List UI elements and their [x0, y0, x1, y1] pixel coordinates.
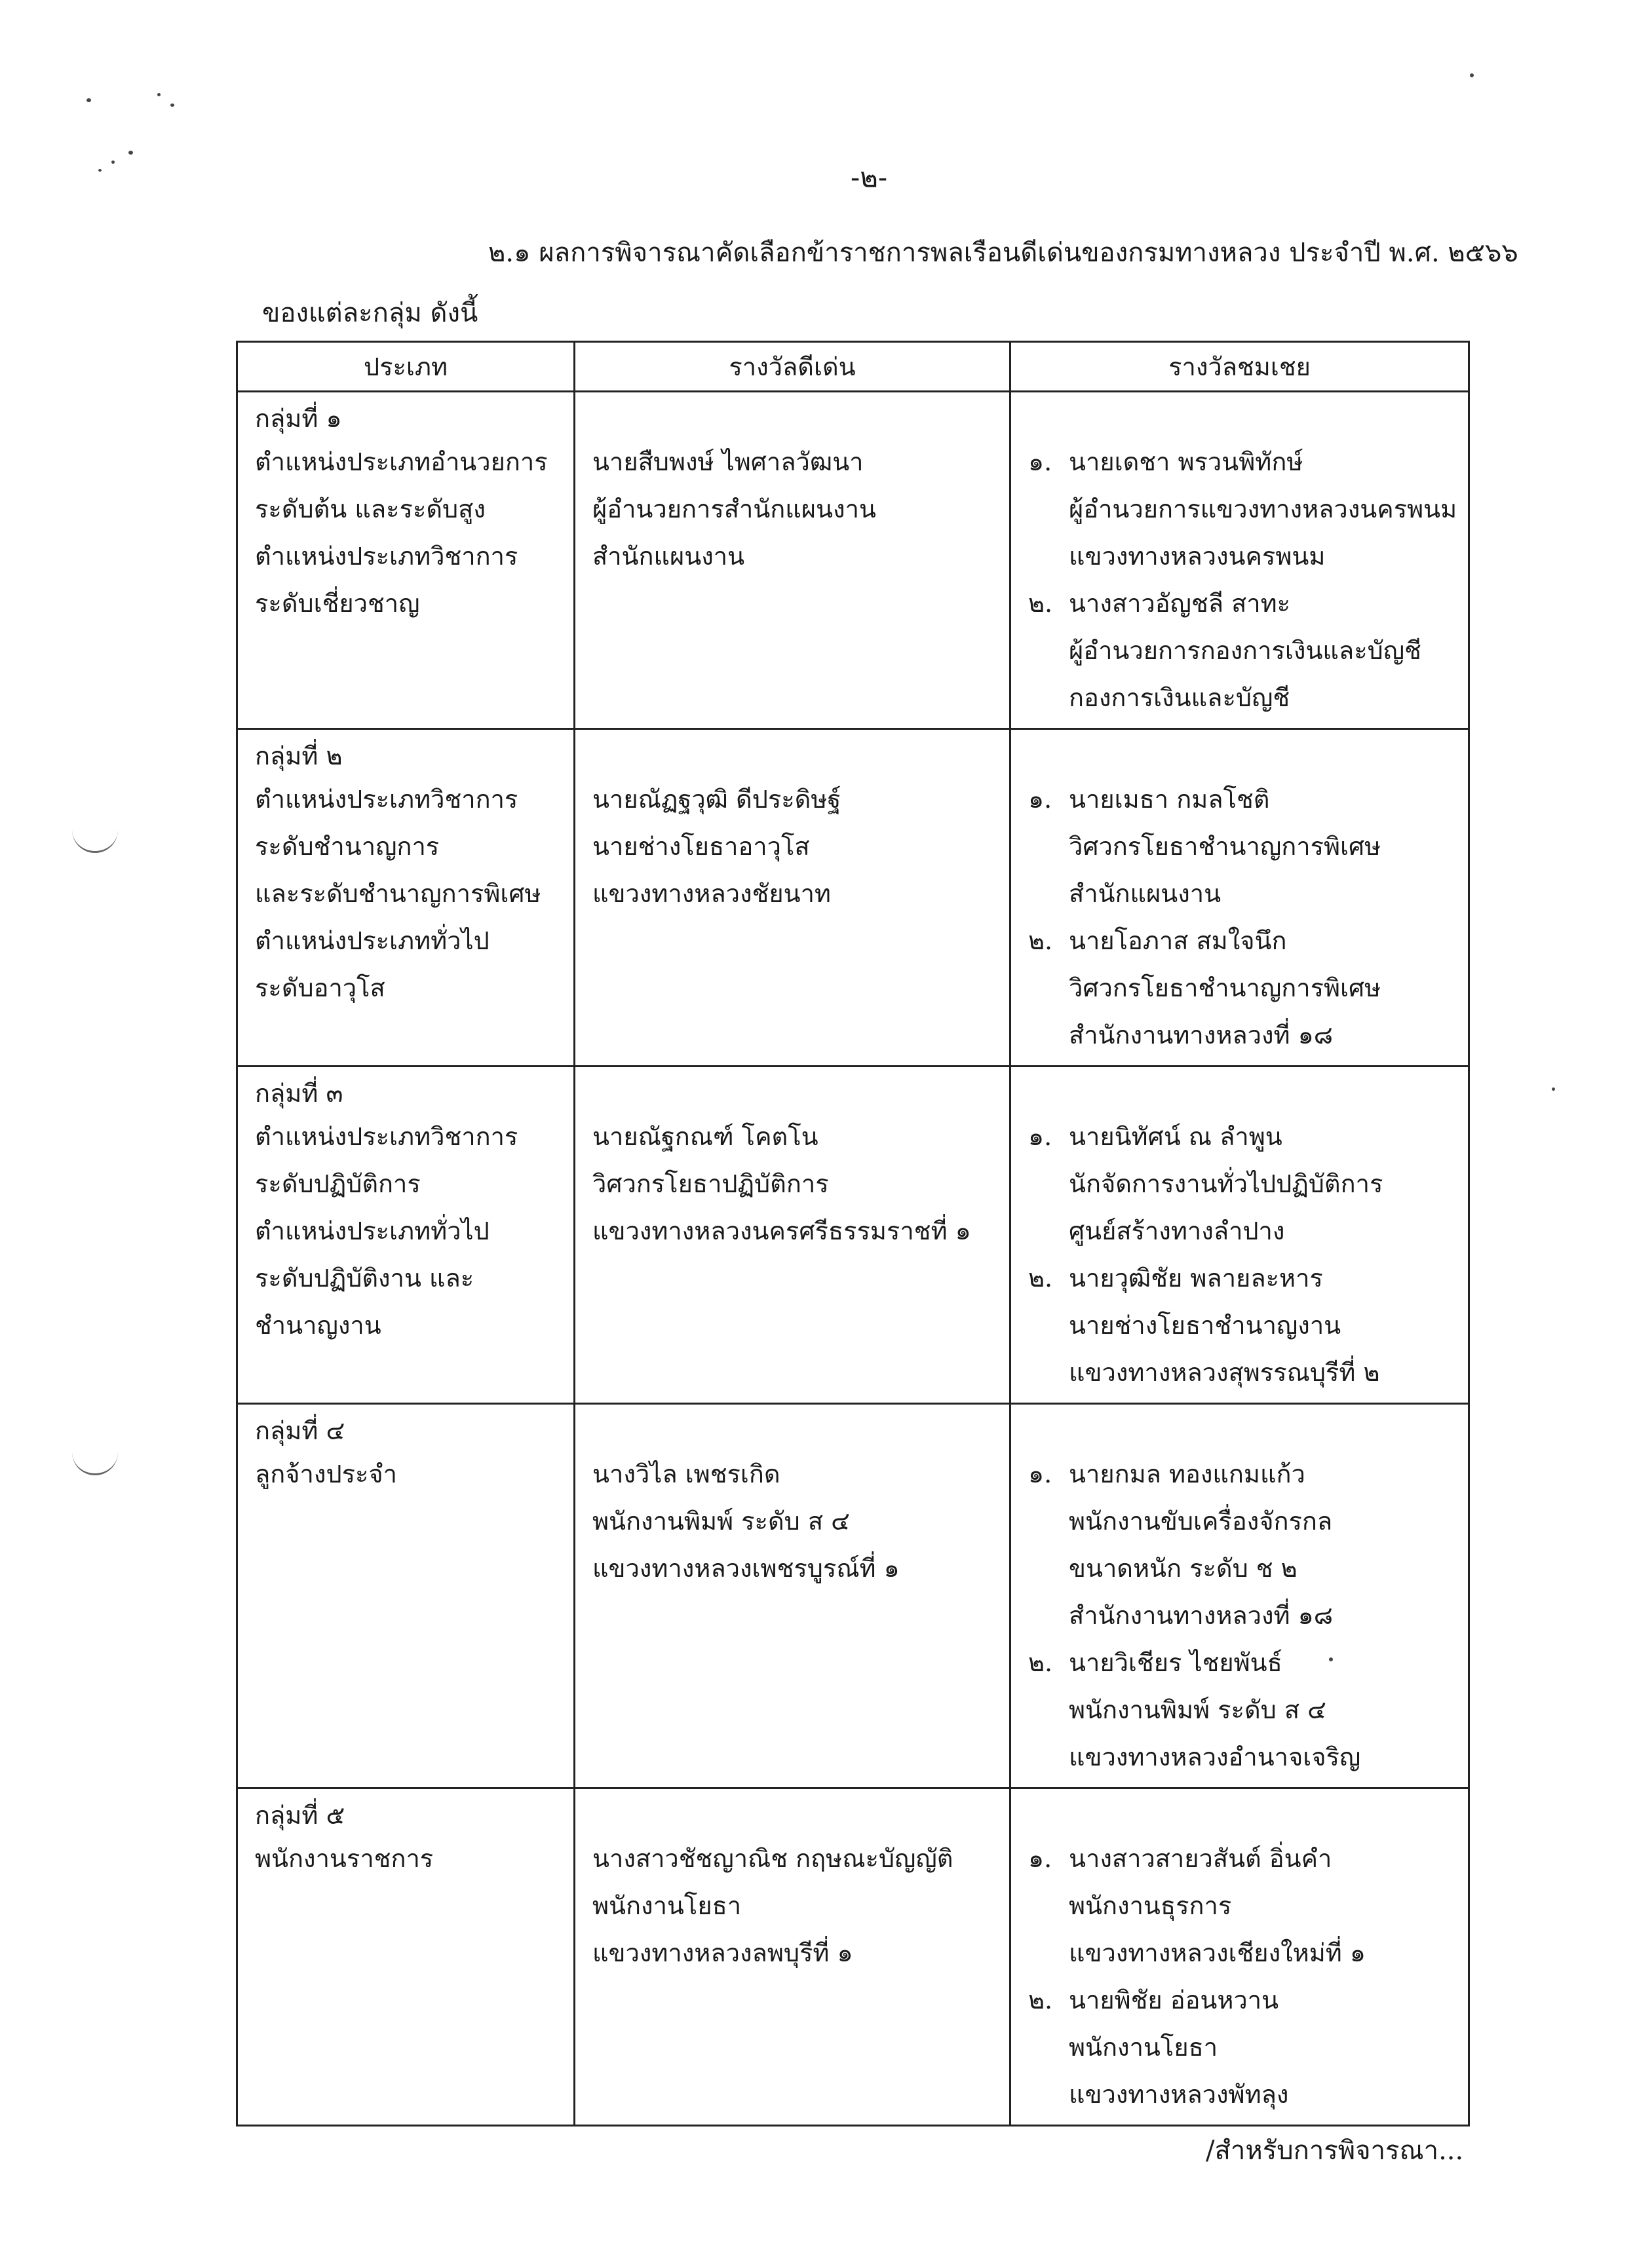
honorable-cell [1010, 1067, 1469, 1404]
honorable-entry [1028, 776, 1451, 917]
honorable-line: พนักงานโยธา [1069, 2033, 1218, 2062]
spacer [1028, 399, 1451, 438]
honorable-name: นางสาวสายวสันต์ อิ่นคำ [1069, 1844, 1332, 1873]
continuation-footer: /สำหรับการพิจารณา... [1206, 2136, 1464, 2166]
table-row [237, 729, 1469, 1067]
honorable-entry [1028, 1976, 1451, 2118]
scan-speck [157, 93, 161, 96]
outstanding-line: นายณัฏฐวุฒิ ดีประดิษฐ์ [592, 785, 841, 814]
scan-speck [1552, 1087, 1555, 1091]
type-line: ตำแหน่งประเภทวิชาการ [255, 542, 518, 571]
honorable-name: นายกมล ทองแกมแก้ว [1069, 1460, 1305, 1488]
outstanding-line: วิศวกรโยธาปฏิบัติการ [592, 1169, 829, 1198]
honorable-cell [1010, 392, 1469, 729]
honorable-number: ๒. [1028, 926, 1053, 955]
type-line: ตำแหน่งประเภทอำนวยการ [255, 447, 548, 476]
group-label: กลุ่มที่ ๔ [255, 1416, 345, 1445]
page-number: -๒- [851, 161, 888, 193]
type-cell [237, 1788, 575, 2126]
type-line: ระดับปฏิบัติการ [255, 1169, 421, 1198]
honorable-number: ๒. [1028, 1264, 1053, 1293]
type-line: ระดับปฏิบัติงาน และ [255, 1264, 474, 1293]
type-line: ระดับเชี่ยวชาญ [255, 589, 420, 618]
honorable-line: ผู้อำนวยการกองการเงินและบัญชี [1069, 636, 1421, 665]
scan-speck [98, 169, 102, 172]
honorable-line: พนักงานพิมพ์ ระดับ ส ๔ [1069, 1695, 1326, 1724]
honorable-number: ๑. [1028, 447, 1052, 476]
scan-speck [128, 151, 133, 155]
honorable-name: นายนิทัศน์ ณ ลำพูน [1069, 1122, 1282, 1151]
outstanding-line: นางวิไล เพชรเกิด [592, 1460, 780, 1488]
honorable-line: กองการเงินและบัญชี [1069, 683, 1290, 712]
table-row [237, 392, 1469, 729]
honorable-cell [1010, 1404, 1469, 1788]
type-cell [237, 1404, 575, 1788]
outstanding-cell [575, 1788, 1010, 2126]
table-row [237, 1404, 1469, 1788]
group-label: กลุ่มที่ ๕ [255, 1801, 345, 1830]
honorable-entry [1028, 580, 1451, 721]
spacer [1028, 1411, 1451, 1450]
honorable-line: แขวงทางหลวงพัทลุง [1069, 2080, 1289, 2109]
honorable-entry [1028, 1113, 1451, 1255]
spacer [592, 1074, 992, 1113]
honorable-entry [1028, 1450, 1451, 1639]
outstanding-cell [575, 729, 1010, 1067]
type-line: พนักงานราชการ [255, 1844, 434, 1873]
award-table [236, 341, 1470, 2126]
type-line: ตำแหน่งประเภทวิชาการ [255, 1122, 518, 1151]
spacer [592, 1411, 992, 1450]
honorable-line: แขวงทางหลวงอำนาจเจริญ [1069, 1743, 1361, 1771]
honorable-entry [1028, 1639, 1451, 1781]
scan-speck [111, 161, 115, 164]
honorable-name: นายวุฒิชัย พลายละหาร [1069, 1264, 1323, 1293]
outstanding-line: แขวงทางหลวงชัยนาท [592, 879, 831, 908]
outstanding-line: พนักงานพิมพ์ ระดับ ส ๔ [592, 1507, 850, 1536]
outstanding-line: นายช่างโยธาอาวุโส [592, 832, 810, 861]
type-cell [237, 392, 575, 729]
honorable-line [1028, 1113, 1451, 1160]
type-line: ตำแหน่งประเภทวิชาการ [255, 785, 518, 814]
honorable-line [1028, 1835, 1451, 1882]
outstanding-line: พนักงานโยธา [592, 1891, 742, 1920]
honorable-number: ๒. [1028, 1648, 1053, 1677]
honorable-name: นายเดชา พรวนพิทักษ์ [1069, 447, 1303, 476]
table-row [237, 1067, 1469, 1404]
outstanding-line: นายณัฐกณฑ์ โคตโน [592, 1122, 818, 1151]
honorable-number: ๒. [1028, 589, 1053, 618]
honorable-line: แขวงทางหลวงนครพนม [1069, 542, 1326, 571]
honorable-line: ศูนย์สร้างทางลำปาง [1069, 1217, 1285, 1245]
intro-line-1: ๒.๑ ผลการพิจารณาคัดเลือกข้าราชการพลเรือนดีเด่นของกรมทางหลวง ประจำปี พ.ศ. ๒๕๖๖ [488, 238, 1518, 268]
outstanding-cell [575, 1067, 1010, 1404]
type-cell [237, 729, 575, 1067]
spacer [1028, 1796, 1451, 1835]
type-line: และระดับชำนาญการพิเศษ [255, 879, 541, 908]
honorable-line: พนักงานธุรการ [1069, 1891, 1232, 1920]
scan-speck [1470, 73, 1474, 77]
honorable-line: นายช่างโยธาชำนาญงาน [1069, 1311, 1341, 1340]
honorable-cell [1010, 1788, 1469, 2126]
honorable-line [1028, 438, 1451, 485]
scan-speck [170, 104, 174, 107]
honorable-number: ๑. [1028, 785, 1052, 814]
honorable-name: นายวิเชียร ไชยพันธ์ [1069, 1648, 1282, 1677]
honorable-entry [1028, 917, 1451, 1059]
honorable-line [1028, 776, 1451, 823]
spacer [592, 399, 992, 438]
type-line: ชำนาญงาน [255, 1311, 381, 1340]
honorable-name: นางสาวอัญชลี สาทะ [1069, 589, 1291, 618]
honorable-number: ๑. [1028, 1844, 1052, 1873]
table-row [237, 1788, 1469, 2126]
honorable-line: วิศวกรโยธาชำนาญการพิเศษ [1069, 973, 1381, 1002]
type-line: ระดับต้น และระดับสูง [255, 495, 486, 523]
honorable-line [1028, 580, 1451, 627]
honorable-number: ๑. [1028, 1122, 1052, 1151]
honorable-line [1028, 1255, 1451, 1302]
outstanding-line: นางสาวชัชญาณิช กฤษณะบัญญัติ [592, 1844, 953, 1873]
type-line: ระดับชำนาญการ [255, 832, 440, 861]
honorable-line: นักจัดการงานทั่วไปปฏิบัติการ [1069, 1169, 1383, 1198]
honorable-line: ขนาดหนัก ระดับ ช ๒ [1069, 1554, 1298, 1583]
spacer [592, 1796, 992, 1835]
honorable-name: นายเมธา กมลโชติ [1069, 785, 1270, 814]
honorable-entry [1028, 1255, 1451, 1396]
punch-hole-mark [72, 829, 118, 853]
honorable-line: สำนักงานทางหลวงที่ ๑๘ [1069, 1601, 1334, 1630]
honorable-line [1028, 1639, 1451, 1686]
outstanding-cell [575, 1404, 1010, 1788]
honorable-line: แขวงทางหลวงเชียงใหม่ที่ ๑ [1069, 1938, 1366, 1967]
honorable-line: สำนักแผนงาน [1069, 879, 1221, 908]
outstanding-line: แขวงทางหลวงเพชรบูรณ์ที่ ๑ [592, 1554, 900, 1583]
type-cell [237, 1067, 575, 1404]
honorable-line [1028, 917, 1451, 964]
honorable-entry [1028, 1835, 1451, 1976]
spacer [1028, 1074, 1451, 1113]
outstanding-line: สำนักแผนงาน [592, 542, 745, 571]
honorable-entry [1028, 438, 1457, 580]
intro-paragraph [262, 223, 1518, 343]
group-label: กลุ่มที่ ๑ [255, 404, 342, 433]
honorable-line: พนักงานขับเครื่องจักรกล [1069, 1507, 1333, 1536]
outstanding-cell [575, 392, 1010, 729]
honorable-line [1028, 1976, 1451, 2024]
group-label: กลุ่มที่ ๓ [255, 1079, 343, 1108]
intro-line-2: ของแต่ละกลุ่ม ดังนี้ [262, 298, 478, 328]
honorable-line [1028, 1450, 1451, 1498]
honorable-name: นายพิชัย อ่อนหวาน [1069, 1986, 1279, 2014]
type-line: ตำแหน่งประเภททั่วไป [255, 1217, 490, 1245]
type-line: ระดับอาวุโส [255, 973, 385, 1002]
header-honorable: รางวัลชมเชย [1010, 342, 1469, 392]
header-type: ประเภท [237, 342, 575, 392]
honorable-line: ผู้อำนวยการแขวงทางหลวงนครพนม [1069, 495, 1457, 523]
punch-hole-mark [72, 1451, 118, 1475]
outstanding-line: นายสืบพงษ์ ไพศาลวัฒนา [592, 447, 864, 476]
outstanding-line: แขวงทางหลวงลพบุรีที่ ๑ [592, 1938, 853, 1967]
scan-speck [87, 98, 91, 102]
header-outstanding: รางวัลดีเด่น [575, 342, 1010, 392]
spacer [592, 736, 992, 776]
spacer [1028, 736, 1451, 776]
honorable-line: สำนักงานทางหลวงที่ ๑๘ [1069, 1021, 1334, 1049]
honorable-number: ๑. [1028, 1460, 1052, 1488]
honorable-line: วิศวกรโยธาชำนาญการพิเศษ [1069, 832, 1381, 861]
honorable-line: แขวงทางหลวงสุพรรณบุรีที่ ๒ [1069, 1358, 1380, 1387]
table-header-row [237, 342, 1469, 392]
type-line: ตำแหน่งประเภททั่วไป [255, 926, 490, 955]
type-line: ลูกจ้างประจำ [255, 1460, 397, 1488]
honorable-cell [1010, 729, 1469, 1067]
outstanding-line: แขวงทางหลวงนครศรีธรรมราชที่ ๑ [592, 1217, 971, 1245]
honorable-number: ๒. [1028, 1986, 1053, 2014]
honorable-name: นายโอภาส สมใจนึก [1069, 926, 1287, 955]
outstanding-line: ผู้อำนวยการสำนักแผนงาน [592, 495, 876, 523]
group-label: กลุ่มที่ ๒ [255, 742, 343, 770]
